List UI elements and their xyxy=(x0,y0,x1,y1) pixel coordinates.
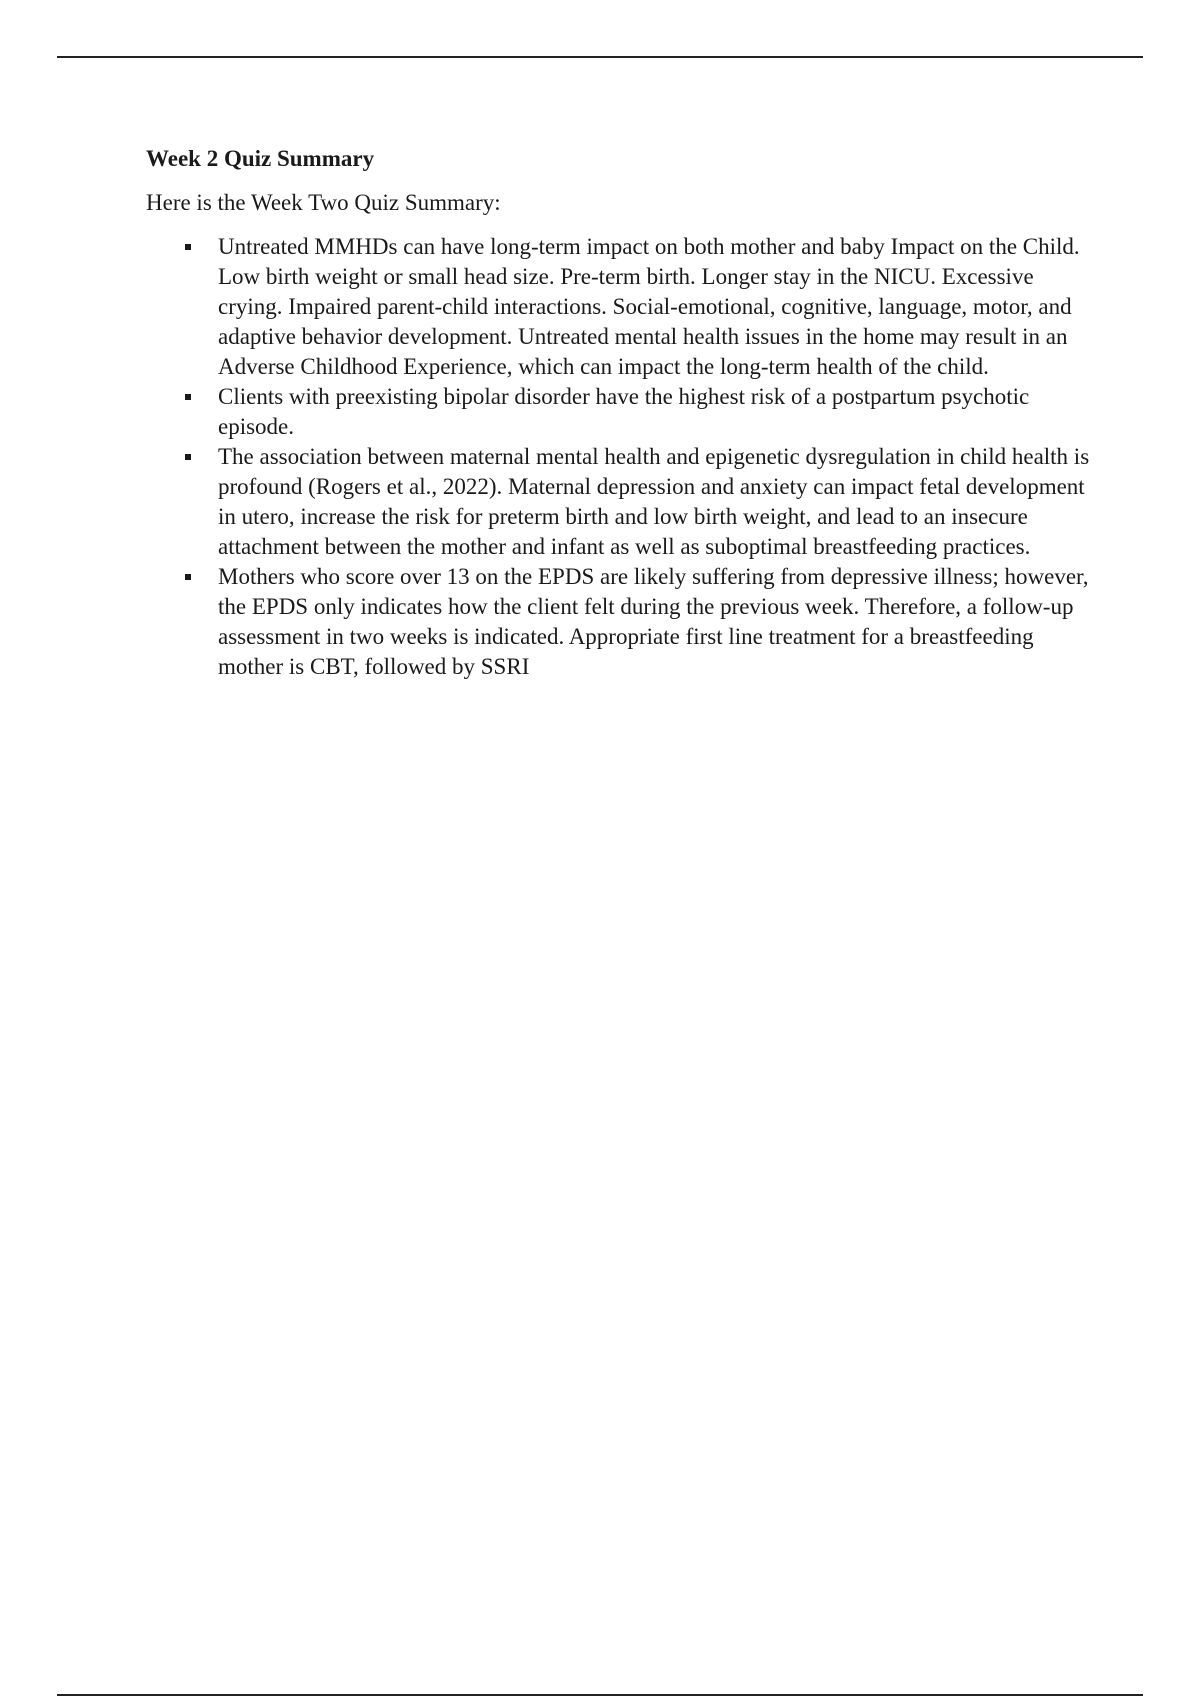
list-item xyxy=(146,562,1096,682)
list-item-text: The association between maternal mental health and epigenetic dysregulation in child health is profound (Rogers et al., 2022). Maternal depression and anxiety can impact fetal development in utero, increase the risk for preterm birth and low birth weight, and lead to an insecure attachment between the mother and infant as well as suboptimal breastfeeding practices. xyxy=(218,444,1090,559)
list-item xyxy=(146,442,1096,562)
intro-text: Here is the Week Two Quiz Summary: xyxy=(146,190,501,215)
bottom-rule xyxy=(57,1694,1143,1696)
list-item xyxy=(146,232,1096,382)
page-title: Week 2 Quiz Summary xyxy=(146,146,375,171)
bullet-list xyxy=(146,232,1096,682)
list-item xyxy=(146,382,1096,442)
list-item-text: Untreated MMHDs can have long-term impact on both mother and baby Impact on the Child. Low birth weight or small head size. Pre-term birth. Longer stay in the NICU. Excessive crying. Impaired parent-child interactions. Social-emotional, cognitive, language, motor, and adaptive behavior development. Untreated mental health issues in the home may result in an Adverse Childhood Experience, which can impact the long-term health of the child. xyxy=(218,234,1080,379)
document-body xyxy=(146,144,1096,682)
square-bullet-icon xyxy=(185,394,191,400)
list-item-text: Clients with preexisting bipolar disorder have the highest risk of a postpartum psychotic episode. xyxy=(218,384,1030,439)
square-bullet-icon xyxy=(185,244,191,250)
top-rule xyxy=(57,56,1143,58)
square-bullet-icon xyxy=(185,454,191,460)
square-bullet-icon xyxy=(185,574,191,580)
list-item-text: Mothers who score over 13 on the EPDS are likely suffering from depressive illness; however, the EPDS only indicates how the client felt during the previous week. Therefore, a follow-up assessment in two weeks is indicated. Appropriate first line treatment for a breastfeeding mother is CBT, followed by SSRI xyxy=(218,564,1089,679)
